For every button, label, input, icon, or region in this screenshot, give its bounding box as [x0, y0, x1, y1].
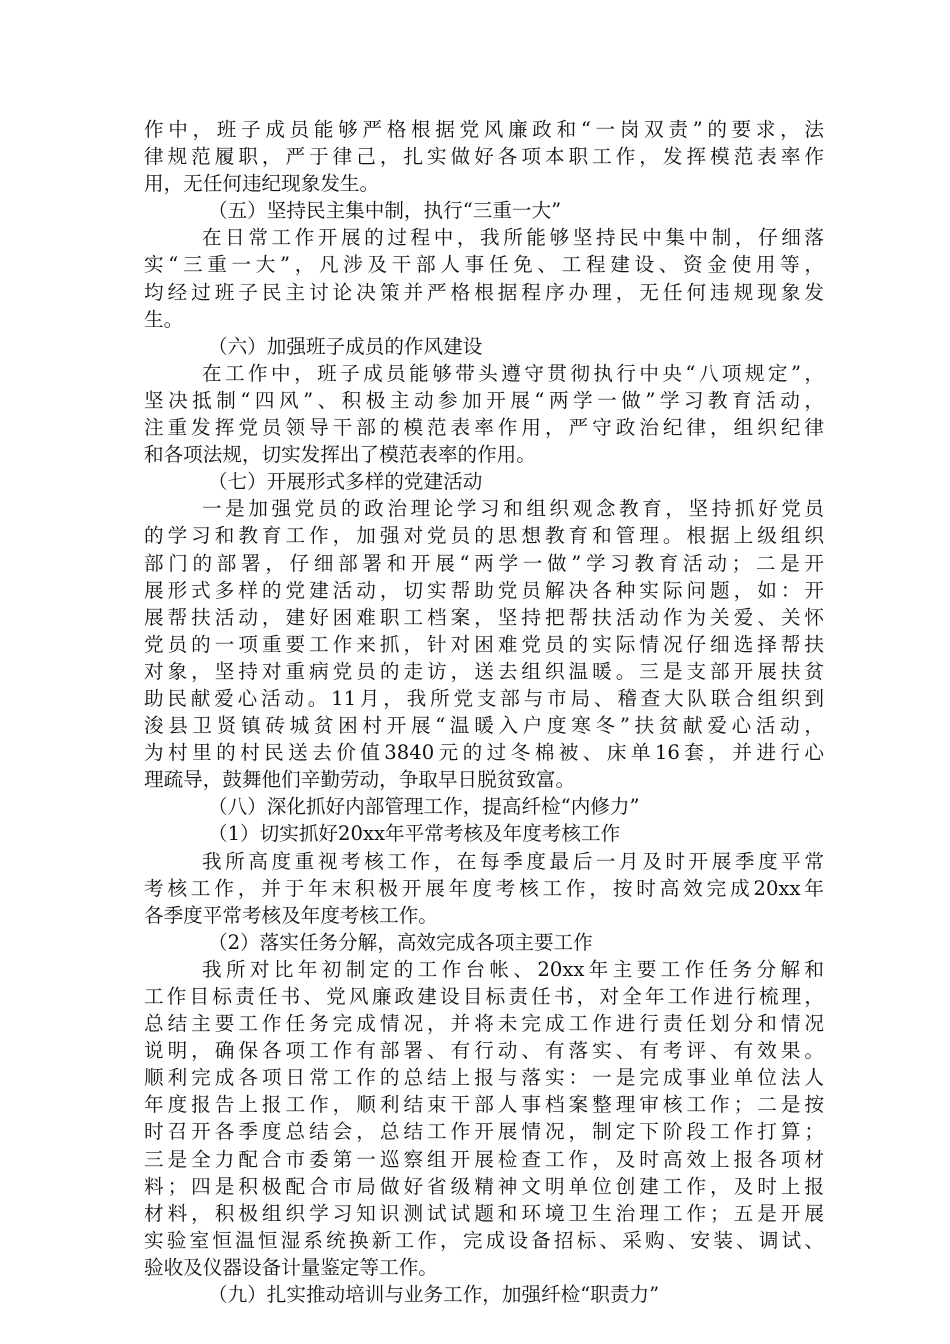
- text-line: 说明，确保各项工作有部署、有行动、有落实、有考评、有效果。: [144, 1039, 824, 1063]
- text-line: 总结主要工作任务完成情况，并将未完成工作进行责任划分和情况: [144, 1012, 824, 1036]
- text-line: 党员的一项重要工作来抓，针对困难党员的实际情况仔细选择帮扶: [144, 632, 824, 656]
- text-line: 料；四是积极配合市局做好省级精神文明单位创建工作，及时上报: [144, 1174, 824, 1198]
- text-line: 在日常工作开展的过程中，我所能够坚持民中集中制，仔细落: [202, 226, 824, 250]
- section-heading-line: （六）加强班子成员的作风建设: [208, 334, 483, 358]
- section-heading-line: （2）落实任务分解，高效完成各项主要工作: [208, 930, 593, 954]
- text-line: 工作目标责任书、党风廉政建设目标责任书，对全年工作进行梳理，: [144, 985, 824, 1008]
- text-line: 注重发挥党员领导干部的模范表率作用，严守政治纪律，组织纪律: [144, 416, 824, 440]
- section-heading-line: （七）开展形式多样的党建活动: [208, 470, 483, 494]
- text-line: 我所对比年初制定的工作台帐、20xx年主要工作任务分解和: [202, 957, 824, 981]
- text-line: 验收及仪器设备计量鉴定等工作。: [144, 1255, 438, 1279]
- text-line: 我所高度重视考核工作，在每季度最后一月及时开展季度平常: [202, 849, 824, 873]
- text-line: 考核工作，并于年末积极开展年度考核工作，按时高效完成20xx年: [144, 876, 824, 900]
- text-line: 三是全力配合市委第一巡察组开展检查工作，及时高效上报各项材: [144, 1147, 824, 1171]
- text-line: 对象，坚持对重病党员的走访，送去组织温暖。三是支部开展扶贫: [144, 659, 824, 683]
- text-line: 作中，班子成员能够严格根据党风廉政和“一岗双责”的要求，法: [144, 118, 824, 141]
- text-line: 生。: [144, 307, 184, 331]
- text-line: 顺利完成各项日常工作的总结上报与落实：一是完成事业单位法人: [144, 1066, 824, 1090]
- document-page: [144, 116, 824, 1308]
- section-heading-line: （1）切实抓好20xx年平常考核及年度考核工作: [208, 822, 621, 846]
- text-line: 均经过班子民主讨论决策并严格根据程序办理，无任何违规现象发: [144, 280, 824, 304]
- text-line: 展形式多样的党建活动，切实帮助党员解决各种实际问题，如：开: [144, 578, 824, 602]
- text-line: 助民献爱心活动。11月，我所党支部与市局、稽查大队联合组织到: [144, 686, 824, 710]
- text-line: 在工作中，班子成员能够带头遵守贯彻执行中央“八项规定”，: [202, 361, 824, 385]
- text-line: 实“三重一大”，凡涉及干部人事任免、工程建设、资金使用等，: [144, 253, 824, 277]
- text-line: 各季度平常考核及年度考核工作。: [144, 903, 438, 927]
- text-line: 坚决抵制“四风”、积极主动参加开展“两学一做”学习教育活动，: [144, 388, 824, 412]
- text-line: 部门的部署，仔细部署和开展“两学一做”学习教育活动；二是开: [144, 551, 824, 575]
- text-line: 材料，积极组织学习知识测试试题和环境卫生治理工作；五是开展: [144, 1201, 824, 1225]
- text-line: 律规范履职，严于律己，扎实做好各项本职工作，发挥模范表率作: [144, 145, 824, 169]
- text-line: 一是加强党员的政治理论学习和组织观念教育，坚持抓好党员: [202, 497, 824, 521]
- text-line: 展帮扶活动，建好困难职工档案，坚持把帮扶活动作为关爱、关怀: [144, 605, 824, 629]
- text-line: 浚县卫贤镇砖城贫困村开展“温暖入户度寒冬”扶贫献爱心活动，: [144, 714, 824, 738]
- section-heading-line: （八）深化抓好内部管理工作，提高纤检“内修力”: [208, 795, 640, 819]
- text-line: 用，无任何违纪现象发生。: [144, 172, 380, 196]
- text-line: 实验室恒温恒湿系统换新工作，完成设备招标、采购、安装、调试、: [144, 1228, 824, 1252]
- section-heading-line: （九）扎实推动培训与业务工作，加强纤检“职责力”: [208, 1283, 660, 1307]
- text-line: 年度报告上报工作，顺利结束干部人事档案整理审核工作；二是按: [144, 1093, 824, 1117]
- text-line: 为村里的村民送去价值3840元的过冬棉被、床单16套，并进行心: [144, 741, 824, 765]
- text-line: 和各项法规，切实发挥出了模范表率的作用。: [144, 443, 536, 467]
- section-heading-line: （五）坚持民主集中制，执行“三重一大”: [208, 199, 562, 223]
- text-line: 的学习和教育工作，加强对党员的思想教育和管理。根据上级组织: [144, 524, 824, 548]
- text-line: 时召开各季度总结会，总结工作开展情况，制定下阶段工作打算；: [144, 1120, 824, 1144]
- text-line: 理疏导，鼓舞他们辛勤劳动，争取早日脱贫致富。: [144, 768, 576, 792]
